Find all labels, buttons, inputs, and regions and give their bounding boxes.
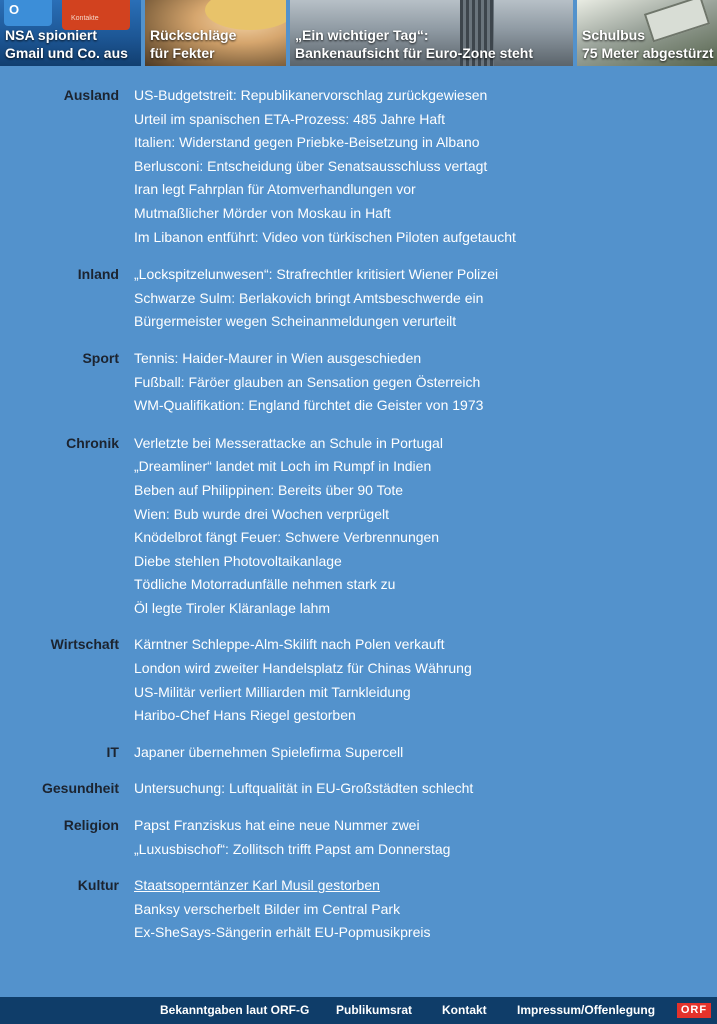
headline-link[interactable]: Mutmaßlicher Mörder von Moskau in Haft — [134, 204, 391, 221]
teaser-caption — [150, 26, 236, 62]
teaser-caption-line1: Schulbus — [582, 27, 646, 43]
headline-link[interactable]: Haribo-Chef Hans Riegel gestorben — [134, 707, 356, 724]
headline-link[interactable]: Untersuchung: Luftqualität in EU-Großstädten schlecht — [134, 780, 474, 797]
teaser-caption — [582, 26, 713, 62]
footer-link-impressum[interactable]: Impressum/Offenlegung — [517, 1003, 656, 1017]
headline-link[interactable]: Beben auf Philippinen: Bereits über 90 Tote — [134, 481, 404, 498]
headline-link[interactable]: Verletzte bei Messerattacke an Schule in Portugal — [134, 434, 443, 451]
headline-list — [134, 814, 717, 861]
headline-list — [134, 263, 717, 334]
teaser-schulbus[interactable] — [577, 0, 717, 66]
section-wirtschaft — [0, 633, 717, 727]
teaser-caption — [295, 26, 533, 62]
contacts-tile-label: Kontakte — [71, 15, 99, 22]
section-label[interactable]: Ausland — [63, 87, 119, 103]
section-inland — [0, 263, 717, 334]
teaser-caption-line2: Bankenaufsicht für Euro-Zone steht — [295, 45, 534, 61]
headline-list — [134, 777, 717, 801]
headline-link[interactable]: Wien: Bub wurde drei Wochen verprügelt — [134, 505, 389, 522]
headline-link[interactable]: Tennis: Haider-Maurer in Wien ausgeschieden — [134, 349, 422, 366]
footer-link-kontakt[interactable]: Kontakt — [442, 1003, 487, 1017]
teaser-caption-line1: NSA spioniert — [5, 27, 98, 43]
headline-link[interactable]: Urteil im spanischen ETA-Prozess: 485 Jahre Haft — [134, 110, 445, 127]
headline-link[interactable]: „Luxusbischof“: Zollitsch trifft Papst am Donnerstag — [134, 840, 451, 857]
headline-list — [134, 741, 717, 765]
headline-link[interactable]: Diebe stehlen Photovoltaikanlage — [134, 552, 342, 569]
headline-link[interactable]: Fußball: Färöer glauben an Sensation gegen Österreich — [134, 373, 481, 390]
section-ausland — [0, 84, 717, 249]
section-label[interactable]: Chronik — [66, 434, 119, 451]
headline-link[interactable]: US-Militär verliert Milliarden mit Tarnkleidung — [134, 683, 411, 700]
section-label[interactable]: Sport — [82, 349, 119, 366]
footer-link-publikumsrat[interactable]: Publikumsrat — [336, 1003, 413, 1017]
headline-list — [134, 432, 717, 621]
headline-link[interactable]: Schwarze Sulm: Berlakovich bringt Amtsbeschwerde ein — [134, 289, 484, 306]
headline-link[interactable]: Japaner übernehmen Spielefirma Supercell — [134, 743, 404, 760]
section-chronik — [0, 432, 717, 621]
headline-link[interactable]: Italien: Widerstand gegen Priebke-Beisetzung in Albano — [134, 134, 480, 151]
section-religion — [0, 814, 717, 861]
headline-link[interactable]: Iran legt Fahrplan für Atomverhandlungen vor — [134, 181, 416, 198]
headline-list — [134, 874, 717, 945]
section-it — [0, 741, 717, 765]
section-sport — [0, 347, 717, 418]
headline-link[interactable]: „Dreamliner“ landet mit Loch im Rumpf in Indien — [134, 458, 432, 475]
teaser-fekter[interactable] — [145, 0, 286, 66]
footer-bar — [0, 997, 717, 1024]
headline-link[interactable]: Kärntner Schleppe-Alm-Skilift nach Polen verkauft — [134, 636, 445, 653]
headline-link[interactable]: Ex-SheSays-Sängerin erhält EU-Popmusikpreis — [134, 924, 431, 941]
teaser-strip — [0, 0, 717, 66]
headline-link[interactable]: Banksy verscherbelt Bilder im Central Park — [134, 900, 401, 917]
news-list — [0, 84, 717, 945]
footer-link-bekanntgaben[interactable]: Bekanntgaben laut ORF-G — [160, 1003, 310, 1017]
headline-link[interactable]: Knödelbrot fängt Feuer: Schwere Verbrennungen — [134, 529, 440, 546]
headline-list — [134, 347, 717, 418]
section-label[interactable]: IT — [106, 743, 119, 760]
section-gesundheit — [0, 777, 717, 801]
teaser-caption-line2: Gmail und Co. aus — [5, 45, 128, 61]
teaser-bankenaufsicht[interactable] — [290, 0, 573, 66]
section-label[interactable]: Gesundheit — [41, 780, 119, 797]
headline-list — [134, 84, 717, 249]
section-kultur — [0, 874, 717, 945]
teaser-caption-line2: 75 Meter abgestürzt — [582, 45, 714, 61]
teaser-caption-line2: für Fekter — [150, 45, 215, 61]
teaser-caption-line1: „Ein wichtiger Tag“: — [295, 27, 429, 43]
outlook-tile-icon: O — [4, 0, 52, 26]
section-label[interactable]: Religion — [63, 817, 119, 834]
headline-list — [134, 633, 717, 727]
section-label[interactable]: Wirtschaft — [50, 636, 119, 653]
headline-link[interactable]: Im Libanon entführt: Video von türkischen Piloten aufgetaucht — [134, 228, 516, 245]
headline-link[interactable]: London wird zweiter Handelsplatz für Chinas Währung — [134, 660, 472, 677]
headline-link[interactable]: US-Budgetstreit: Republikanervorschlag zurückgewiesen — [134, 87, 488, 103]
headline-link[interactable]: Bürgermeister wegen Scheinanmeldungen verurteilt — [134, 313, 457, 330]
headline-link[interactable]: „Lockspitzelunwesen“: Strafrechtler kritisiert Wiener Polizei — [134, 266, 499, 283]
orf-logo[interactable]: ORF — [677, 1003, 711, 1018]
headline-link[interactable]: WM-Qualifikation: England fürchtet die Geister von 1973 — [134, 397, 484, 414]
headline-link[interactable]: Berlusconi: Entscheidung über Senatsausschluss vertagt — [134, 157, 488, 174]
teaser-caption-line1: Rückschläge — [150, 27, 237, 43]
teaser-nsa[interactable] — [0, 0, 141, 66]
headline-link[interactable]: Tödliche Motorradunfälle nehmen stark zu — [134, 576, 396, 593]
section-label[interactable]: Inland — [77, 266, 119, 283]
headline-link[interactable]: Staatsoperntänzer Karl Musil gestorben — [134, 877, 380, 894]
headline-link[interactable]: Papst Franziskus hat eine neue Nummer zwei — [134, 817, 420, 834]
headline-link[interactable]: Öl legte Tiroler Kläranlage lahm — [134, 599, 331, 616]
teaser-caption — [5, 26, 128, 62]
section-label[interactable]: Kultur — [77, 877, 119, 894]
